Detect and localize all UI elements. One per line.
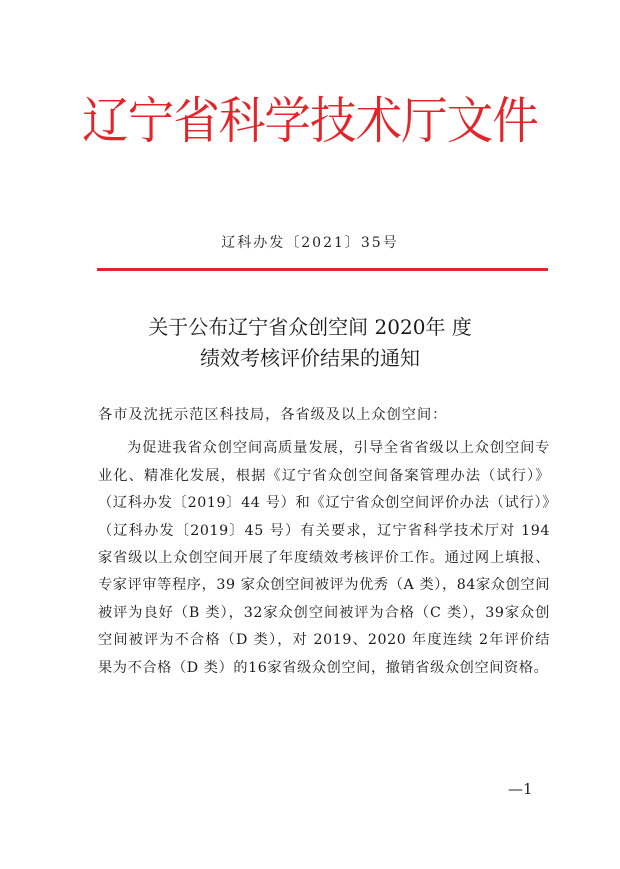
notice-title-line-1: 关于公布辽宁省众创空间 2020年 度: [148, 315, 472, 339]
page-number: —1: [508, 780, 533, 798]
notice-body: [98, 402, 550, 682]
red-divider-line: [97, 268, 548, 271]
notice-title-line-2: 绩效考核评价结果的通知: [200, 346, 420, 370]
salutation: 各市及沈抚示范区科技局，各省级及以上众创空间：: [98, 407, 448, 423]
body-paragraph: 为促进我省众创空间高质量发展，引导全省省级以上众创空间专业化、精准化发展，根据《辽宁省众创空间备案管理办法（试行）》（辽科办发〔2019〕44 号）和《辽宁省众创空间评价办法（试行）》（辽科办发〔2019〕45 号）有关要求，辽宁省科学技术厅对 194 家省级以上众创空间开展了年度绩效考核评价工作。通过网上填报、专家评审等程序，39 家众创空间被评为优秀（A 类），84家众创空间被评为良好（B 类），32家众创空间被评为合格（C 类），39家众创空间被评为不合格（D 类），对 2019、2020 年度连续 2年评价结果为不合格（D 类）的16家省级众创空间，撤销省级众创空间资格。: [98, 440, 550, 676]
issuer-masthead: 辽宁省科学技术厅文件: [82, 92, 538, 150]
document-number: 辽科办发〔2021〕35号: [221, 235, 399, 251]
notice-title: [0, 312, 620, 374]
